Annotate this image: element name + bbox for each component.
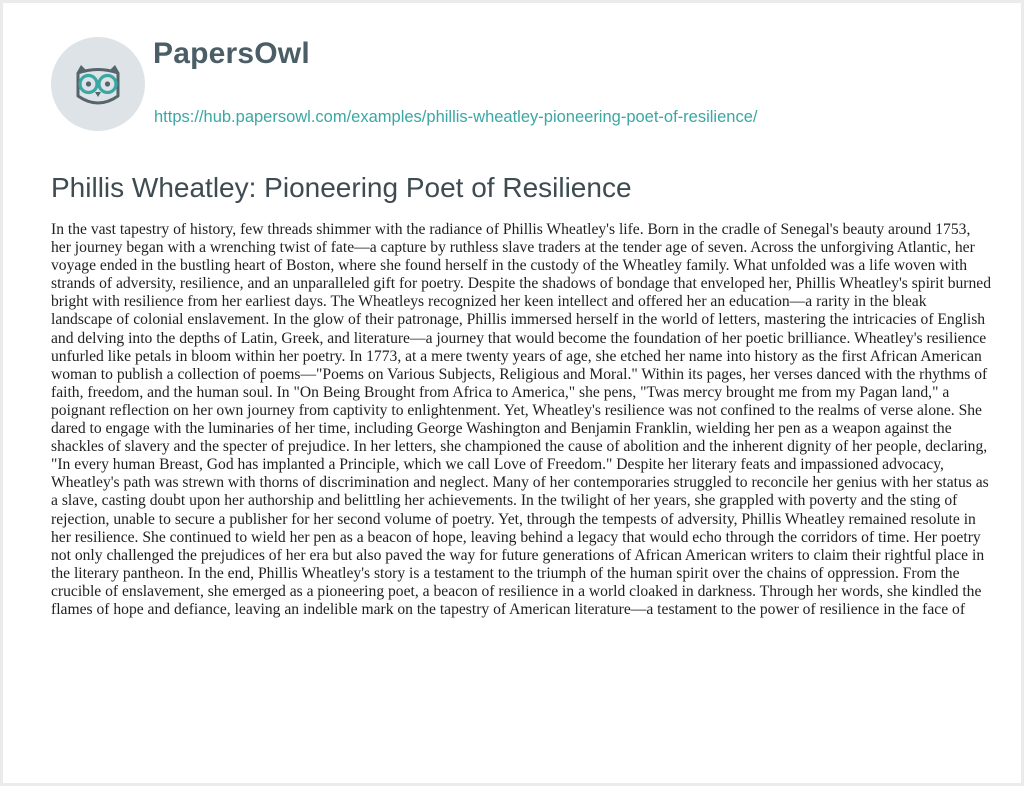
source-url-link[interactable]: https://hub.papersowl.com/examples/phillis-wheatley-pioneering-poet-of-resilience/: [154, 108, 758, 126]
site-header: [50, 36, 950, 136]
essay-title: Phillis Wheatley: Pioneering Poet of Resilience: [51, 172, 632, 203]
brand-name: PapersOwl: [153, 37, 310, 70]
essay-body: In the vast tapestry of history, few threads shimmer with the radiance of Phillis Wheatley's life. Born in the cradle of Senegal's beauty around 1753, her journey began with a wrenching twist of fate—a capture by ruthless slave traders at the tender age of seven. Across the unforgiving Atlantic, her voyage ended in the bustling heart of Boston, where she found herself in the custody of the Wheatley family. What unfolded was a life woven with strands of adversity, resilience, and an unparalleled gift for poetry. Despite the shadows of bondage that enveloped her, Phillis Wheatley's spirit burned bright with resilience from her earliest days. The Wheatleys recognized her keen intellect and offered her an education—a rarity in the bleak landscape of colonial enslavement. In the glow of their patronage, Phillis immersed herself in the world of letters, mastering the intricacies of English and delving into the depths of Latin, Greek, and literature—a journey that would become the foundation of her poetic brilliance. Wheatley's resilience unfurled like petals in bloom within her poetry. In 1773, at a mere twenty years of age, she etched her name into history as the first African American woman to publish a collection of poems—"Poems on Various Subjects, Religious and Moral." Within its pages, her verses danced with the rhythms of faith, freedom, and the human soul. In "On Being Brought from Africa to America," she pens, "Twas mercy brought me from my Pagan land," a poignant reflection on her own journey from captivity to enlightenment. Yet, Wheatley's resilience was not confined to the realms of verse alone. She dared to engage with the luminaries of her time, including George Washington and Benjamin Franklin, wielding her pen as a weapon against the shackles of slavery and the specter of prejudice. In her letters, she championed the cause of abolition and the inherent dignity of her people, declaring, "In every human Breast, God has implanted a Principle, which we call Love of Freedom." Despite her literary feats and impassioned advocacy, Wheatley's path was strewn with thorns of discrimination and neglect. Many of her contemporaries struggled to reconcile her genius with her status as a slave, casting doubt upon her authorship and belittling her achievements. In the twilight of her years, she grappled with poverty and the sting of rejection, unable to secure a publisher for her second volume of poetry. Yet, through the tempests of adversity, Phillis Wheatley remained resolute in her resilience. She continued to wield her pen as a beacon of hope, leaving behind a legacy that would echo through the corridors of time. Her poetry not only challenged the prejudices of her era but also paved the way for future generations of African American writers to claim their rightful place in the literary pantheon. In the end, Phillis Wheatley's story is a testament to the triumph of the human spirit over the chains of oppression. From the crucible of enslavement, she emerged as a pioneering poet, a beacon of resilience in a world cloaked in darkness. Through her words, she kindled the flames of hope and defiance, leaving an indelible mark on the tapestry of American literature—a testament to the power of resilience in the face of: [51, 221, 991, 618]
owl-logo-icon: [50, 36, 146, 132]
